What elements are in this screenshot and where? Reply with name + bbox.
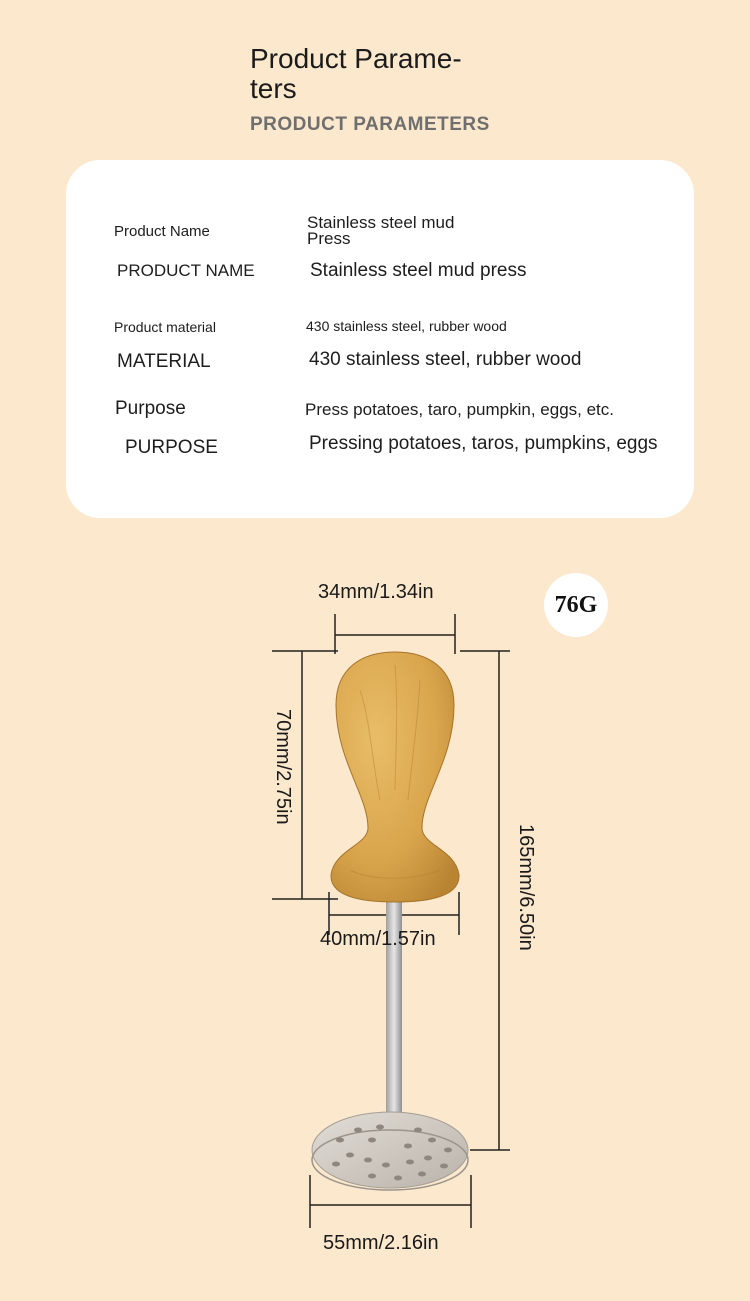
param-value-material-en: 430 stainless steel, rubber wood — [309, 349, 582, 370]
param-label-name: Product Name — [114, 223, 210, 240]
page-title: Product Parame- ters — [250, 43, 462, 104]
param-label-name-en: PRODUCT NAME — [117, 261, 255, 280]
param-value-material: 430 stainless steel, rubber wood — [306, 318, 507, 334]
param-value-purpose: Press potatoes, taro, pumpkin, eggs, etc. — [305, 400, 614, 419]
weight-badge: 76G — [544, 573, 608, 637]
param-label-material-en: MATERIAL — [117, 351, 211, 372]
param-value-name: Stainless steel mud Press — [307, 213, 455, 248]
param-label-purpose: Purpose — [115, 398, 186, 419]
dim-handle-base-width: 40mm/1.57in — [320, 928, 436, 950]
param-value-purpose-en: Pressing potatoes, taros, pumpkins, eggs — [309, 433, 658, 454]
dim-top-width: 34mm/1.34in — [318, 581, 434, 603]
dim-handle-height: 70mm/2.75in — [272, 709, 294, 825]
page-subtitle: PRODUCT PARAMETERS — [250, 114, 490, 135]
param-value-name-en: Stainless steel mud press — [310, 260, 527, 281]
param-label-material: Product material — [114, 319, 216, 335]
param-label-purpose-en: PURPOSE — [125, 437, 218, 458]
dim-total-height: 165mm/6.50in — [515, 824, 537, 951]
dim-plate-width: 55mm/2.16in — [323, 1232, 439, 1254]
